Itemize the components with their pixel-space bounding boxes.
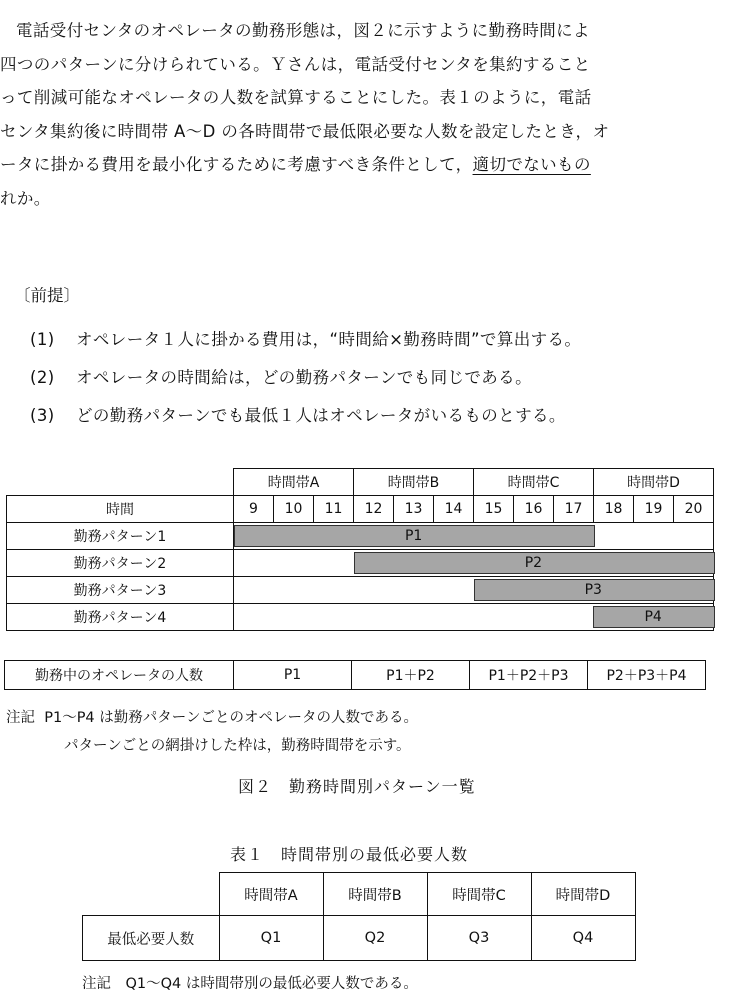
table-header-row — [83, 873, 636, 916]
note-line: パターンごとの網掛けした枠は，勤務時間帯を示す。 — [64, 738, 411, 754]
pattern-bar-track — [234, 550, 714, 577]
table-cell: Q1 — [219, 916, 323, 961]
premise-number: (3) — [30, 406, 55, 425]
table-cell: Q3 — [427, 916, 531, 961]
pattern-bar-track — [234, 604, 714, 631]
hour-cell: 17 — [554, 496, 594, 523]
band-header: 時間帯C — [474, 469, 594, 496]
pattern-name: 勤務パターン2 — [7, 550, 234, 577]
hour-cell: 9 — [234, 496, 274, 523]
pattern-row — [7, 523, 714, 550]
hour-cell: 20 — [674, 496, 714, 523]
pattern-bar-label: P1 — [404, 528, 423, 544]
pattern-bar-label: P3 — [584, 582, 602, 598]
table-header: 時間帯C — [427, 873, 531, 916]
pattern-bar-label: P2 — [524, 555, 543, 571]
note-line: P1〜P4 は勤務パターンごとのオペレータの人数である。 — [44, 710, 418, 726]
premise-text: オペレータ１人に掛かる費用は，“時間給×勤務時間”で算出する。 — [76, 330, 582, 349]
premise-number: (2) — [30, 368, 55, 387]
count-row — [5, 661, 706, 690]
pattern-name: 勤務パターン3 — [7, 577, 234, 604]
premise-number: (1) — [30, 330, 55, 349]
pattern-bar-track — [234, 577, 714, 604]
count-label: 勤務中のオペレータの人数 — [5, 661, 234, 690]
band-header: 時間帯B — [354, 469, 474, 496]
paragraph-text: ータに掛かる費用を最小化するために考慮すべき条件として， — [0, 155, 473, 174]
table-header: 時間帯A — [219, 873, 323, 916]
empty-corner — [7, 469, 234, 496]
table-header: 時間帯B — [323, 873, 427, 916]
time-label: 時間 — [7, 496, 234, 523]
figure-note — [6, 706, 418, 727]
count-cell: P1＋P2＋P3 — [470, 661, 588, 690]
question-paragraph — [0, 14, 735, 215]
premise-title: 〔前提〕 — [14, 286, 80, 305]
band-header: 時間帯A — [234, 469, 354, 496]
hour-cell: 10 — [274, 496, 314, 523]
paragraph-line: 電話受付センタのオペレータの勤務形態は，図２に示すように勤務時間によ — [16, 21, 590, 40]
figure-caption: 図２ 勤務時間別パターン一覧 — [238, 777, 476, 796]
table-row — [83, 916, 636, 961]
premise-text: オペレータの時間給は，どの勤務パターンでも同じである。 — [76, 368, 532, 387]
pattern-name: 勤務パターン4 — [7, 604, 234, 631]
note-prefix: 注記 — [6, 710, 35, 726]
schedule-table — [6, 468, 714, 631]
band-row — [7, 469, 714, 496]
hour-cell: 14 — [434, 496, 474, 523]
hour-cell: 16 — [514, 496, 554, 523]
row-label: 最低必要人数 — [83, 916, 220, 961]
pattern-row — [7, 550, 714, 577]
pattern-bar-label: P4 — [644, 609, 662, 625]
hour-cell: 19 — [634, 496, 674, 523]
hour-row — [7, 496, 714, 523]
table-header: 時間帯D — [531, 873, 635, 916]
premise-item — [30, 326, 581, 350]
premise-item — [30, 364, 532, 388]
paragraph-line: 四つのパターンに分けられている。Ｙさんは，電話受付センタを集約すること — [0, 54, 591, 74]
pattern-bar-track — [234, 523, 714, 550]
count-cell: P1 — [234, 661, 352, 690]
premise-text: どの勤務パターンでも最低１人はオペレータがいるものとする。 — [76, 406, 566, 425]
hour-cell: 18 — [594, 496, 634, 523]
operator-count-table — [4, 660, 706, 690]
table-cell: Q4 — [531, 916, 635, 961]
pattern-name: 勤務パターン1 — [7, 523, 234, 550]
paragraph-line — [0, 148, 735, 182]
hour-cell: 11 — [314, 496, 354, 523]
pattern-row — [7, 577, 714, 604]
premise-item — [30, 402, 566, 426]
underlined-text: 適切でないもの — [472, 155, 591, 174]
paragraph-line: って削減可能なオペレータの人数を試算することにした。表１のように，電話 — [0, 88, 592, 107]
band-header: 時間帯D — [594, 469, 714, 496]
count-cell: P1＋P2 — [352, 661, 470, 690]
table-cell: Q2 — [323, 916, 427, 961]
hour-cell: 13 — [394, 496, 434, 523]
table-caption: 表１ 時間帯別の最低必要人数 — [230, 845, 469, 864]
pattern-row — [7, 604, 714, 631]
count-cell: P2＋P3＋P4 — [588, 661, 706, 690]
hour-cell: 12 — [354, 496, 394, 523]
minimum-staff-table — [82, 872, 636, 961]
paragraph-line: れか。 — [0, 188, 51, 208]
table-note: 注記 Q1〜Q4 は時間帯別の最低必要人数である。 — [82, 976, 418, 992]
hour-cell: 15 — [474, 496, 514, 523]
paragraph-line: センタ集約後に時間帯 A〜D の各時間帯で最低限必要な人数を設定したとき，オ — [0, 121, 610, 141]
empty-corner — [83, 873, 220, 916]
